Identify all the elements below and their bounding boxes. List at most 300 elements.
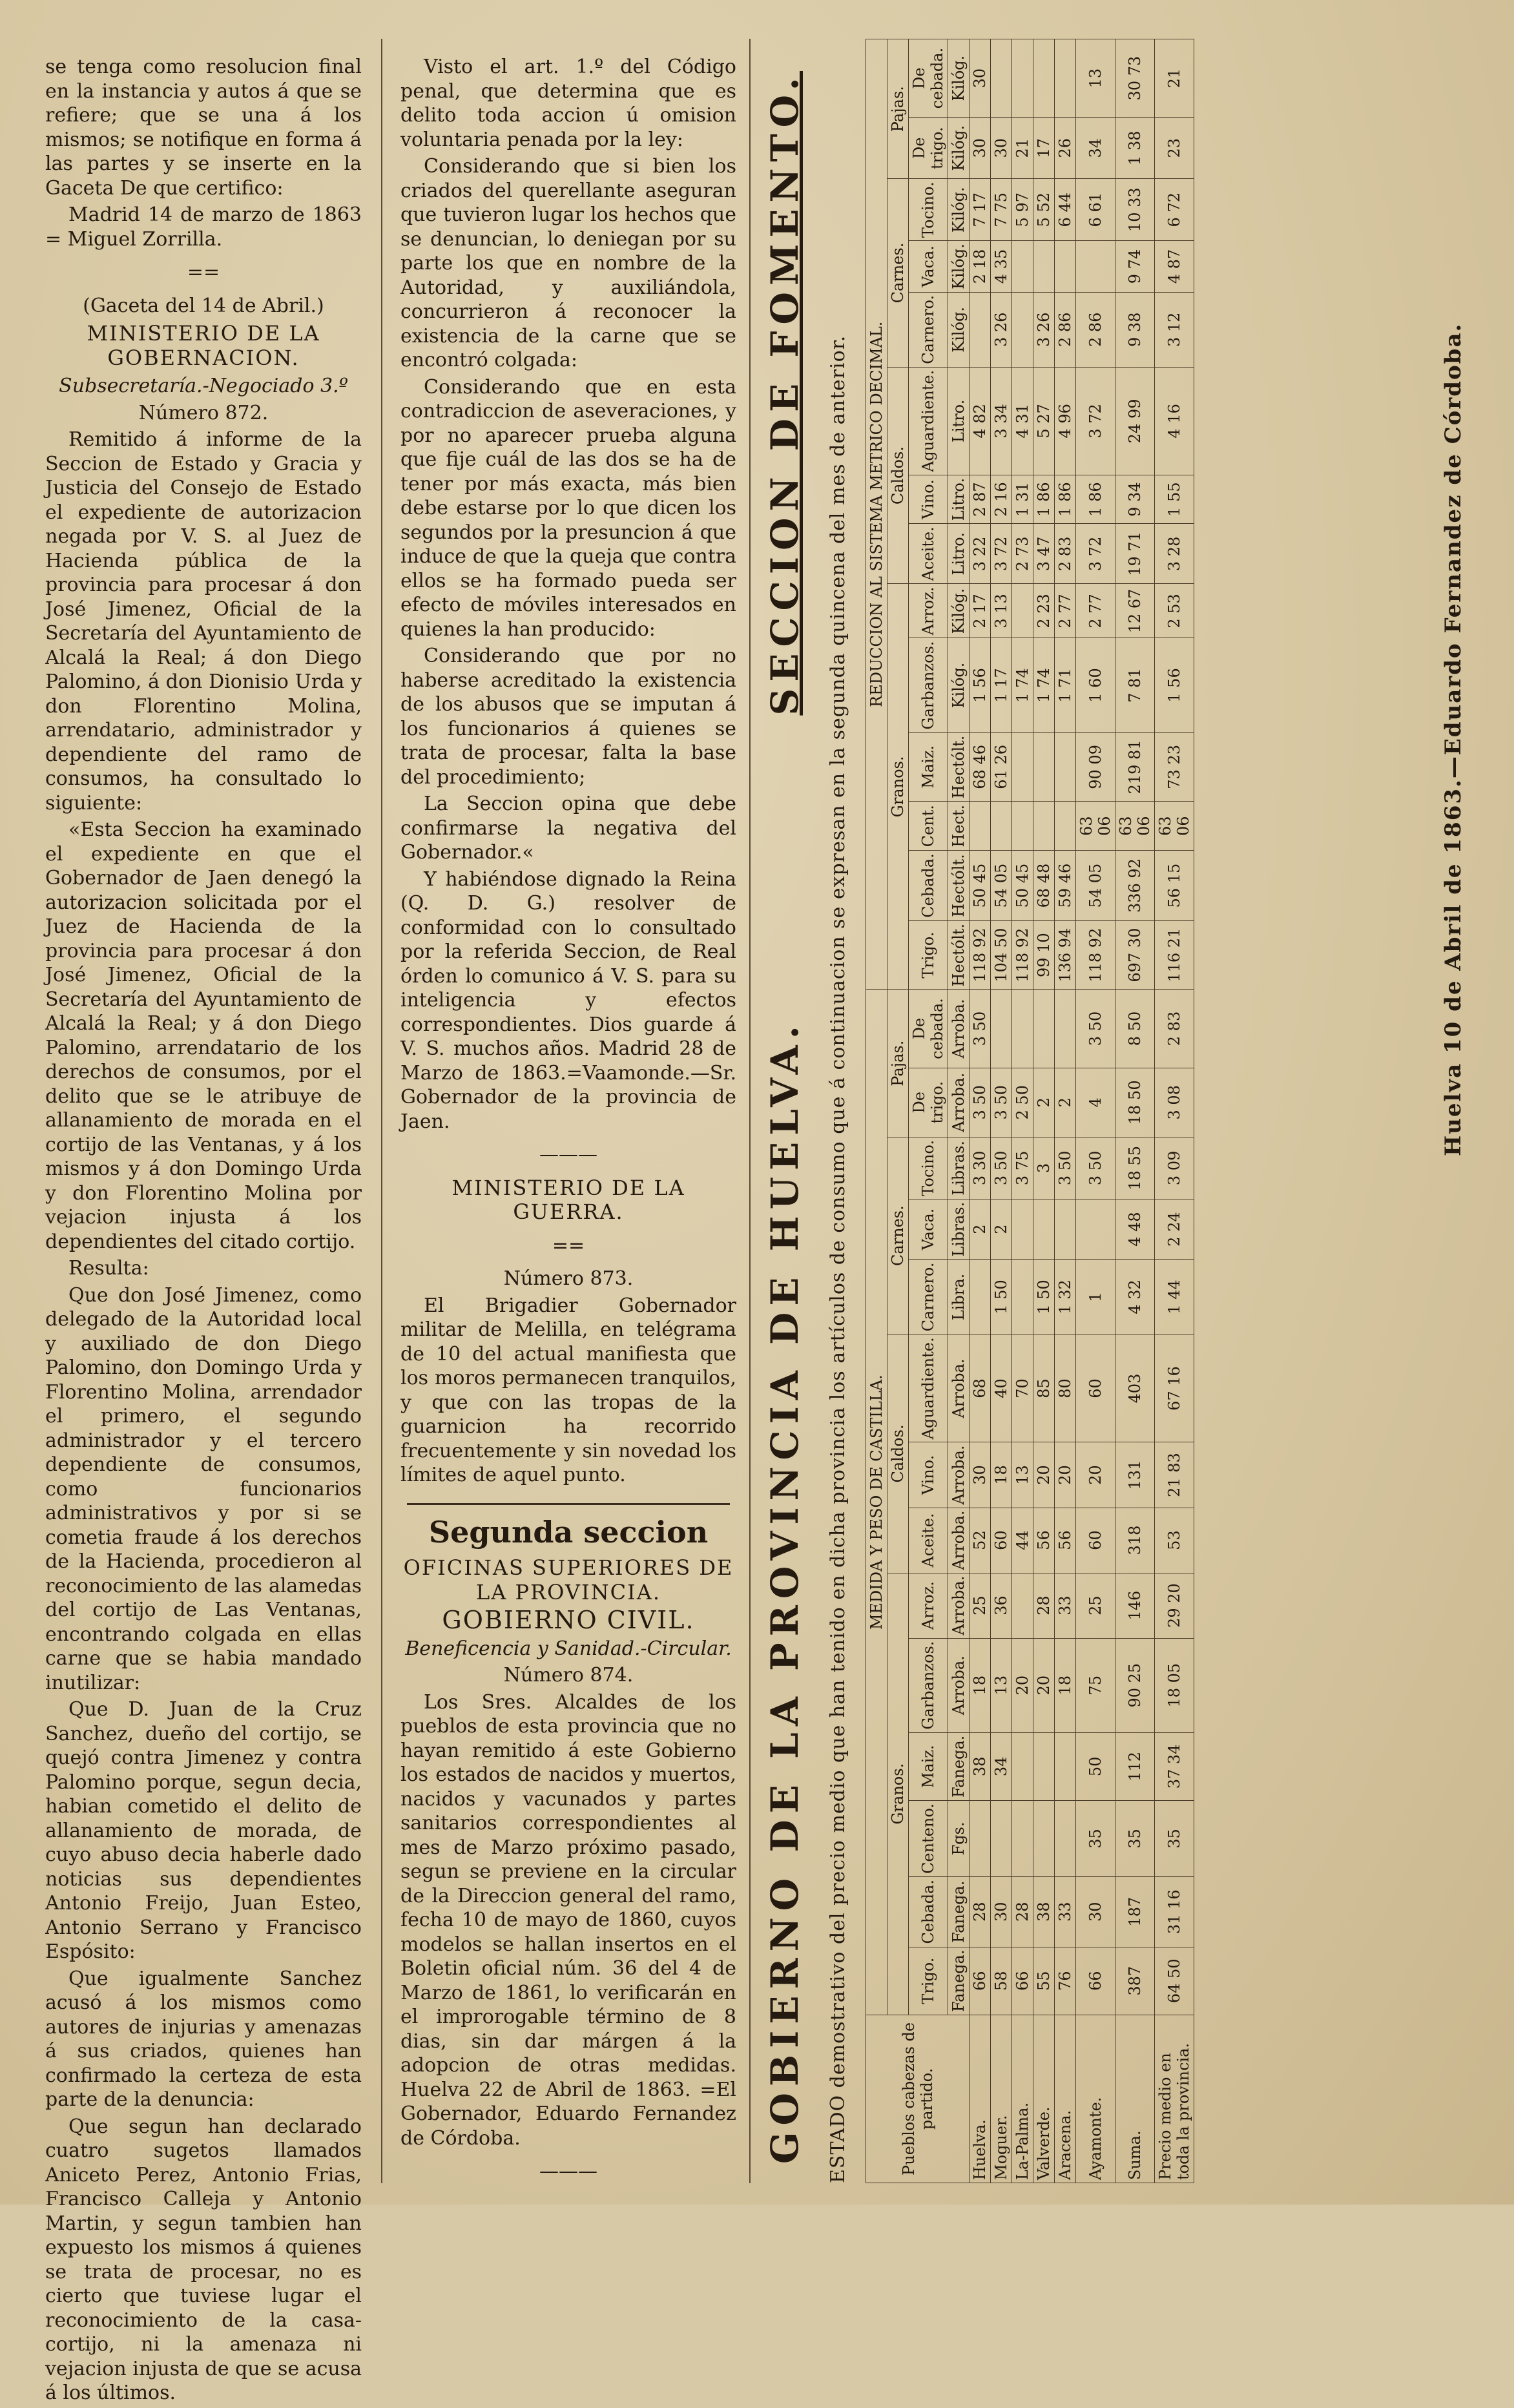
value-cell: 85	[1033, 1334, 1055, 1442]
column-header: Aguardiente.	[909, 1334, 948, 1442]
value-cell: 99 10	[1033, 920, 1055, 990]
value-cell: 30	[970, 118, 991, 179]
value-cell: 3 08	[1155, 1068, 1194, 1137]
value-cell: 10 33	[1115, 179, 1155, 241]
value-cell: 23	[1155, 118, 1194, 179]
value-cell: 4 35	[991, 241, 1012, 293]
value-cell: 9 74	[1115, 241, 1155, 293]
paragraph: Los Sres. Alcaldes de los pueblos de esta provincia que no hayan remitido á este Gobierno los estados de nacidos y muertos, nacidos y vacunados y partes sanitarios correspondientes al mes de Marzo próximo pasado, segun se previene en la circular de la Direccion general del ramo, fecha 10 de mayo de 1860, cuyos modelos se hallan insertos en el Boletin oficial núm. 36 del 4 de Marzo de 1861, lo verificarán en el improrogable término de 8 dias, sin dar márgen á la adopcion de otras medidas. Huelva 22 de Abril de 1863. =El Gobernador, Eduardo Fernandez de Córdoba.	[400, 1690, 736, 2150]
column-header: Garbanzos.	[909, 1638, 948, 1732]
value-cell: 60	[991, 1508, 1012, 1573]
table-main-title: GOBIERNO DE LA PROVINCIA DE HUELVA.	[763, 1019, 807, 2164]
paragraph: Considerando que por no haberse acreditado la existencia de los abusos que se imputan á los funcionarios á quienes se trata de procesar, falta la base del procedimiento;	[400, 645, 736, 789]
unit-header: Hectólt.	[948, 732, 970, 802]
value-cell: 25	[1076, 1573, 1115, 1638]
value-cell: 104 50	[991, 920, 1012, 990]
value-cell: 26	[1055, 118, 1076, 179]
section-header: Carnes.	[887, 1137, 909, 1334]
paragraph: Y habiéndose dignado la Reina (Q. D. G.) resolver de conformidad con lo consultado por la referida Seccion, de Real órden lo comunico á V. S. para su inteligencia y efectos correspondientes. Dios guarde á V. S. muchos años. Madrid 28 de Marzo de 1863.=Vaamonde.—Sr. Gobernador de la provincia de Jaen.	[400, 867, 736, 1133]
value-cell: 90 09	[1076, 732, 1115, 802]
unit-header: Hectólt.	[948, 920, 970, 990]
value-cell: 6 44	[1055, 179, 1076, 241]
paragraph: Madrid 14 de marzo de 1863 = Miguel Zorrilla.	[45, 203, 362, 251]
value-cell: 53	[1155, 1508, 1194, 1573]
section-title: Segunda seccion	[428, 1514, 709, 1550]
column-header: De trigo.	[909, 118, 948, 179]
paragraph: Que segun han declarado cuatro sugetos llamados Aniceto Perez, Antonio Frias, Francisco Calleja y Antonio Martin, y segun tambien han expuesto los mismos á quienes se trata de procesar, no es cierto que tuviese lugar el reconocimiento de la casa-cortijo, ni la amenaza ni vejacion injusta de que se acusa á los últimos.	[45, 2115, 362, 2404]
unit-header: Kilóg.	[948, 39, 970, 118]
unit-header: Kilóg.	[948, 179, 970, 241]
section-heading: MINISTERIO DE LA GUERRA.	[451, 1175, 685, 1224]
value-cell: 73 23	[1155, 732, 1194, 802]
unit-header: Kilóg.	[948, 638, 970, 732]
unit-header: Fgs.	[948, 1801, 970, 1877]
paragraph: Que igualmente Sanchez acusó á los mismos como autores de injurias y amenazas á sus criados, quienes han confirmado la certeza de esta parte de la denuncia:	[45, 1967, 362, 2111]
value-cell: 18 55	[1115, 1137, 1155, 1199]
value-cell: 66	[1076, 1947, 1115, 2015]
column-header: Vino.	[909, 1442, 948, 1508]
column-header: Garbanzos.	[909, 638, 948, 732]
unit-header: Libras.	[948, 1199, 970, 1260]
unit-header: Hect.	[948, 802, 970, 851]
column-header: De trigo.	[909, 1068, 948, 1137]
value-cell: 1 86	[1076, 475, 1115, 523]
column-header: De cebada.	[909, 39, 948, 118]
value-cell	[1033, 802, 1055, 851]
value-cell: 33	[1055, 1573, 1076, 1638]
value-cell: 60	[1076, 1508, 1115, 1573]
column-header: Trigo.	[909, 920, 948, 990]
value-cell	[1033, 1732, 1055, 1800]
value-cell: 1 74	[1033, 638, 1055, 732]
unit-header: Litro.	[948, 367, 970, 475]
value-cell: 17	[1033, 118, 1055, 179]
value-cell: 3 12	[1155, 292, 1194, 367]
value-cell: 18	[1055, 1638, 1076, 1732]
value-cell: 5 27	[1033, 367, 1055, 475]
subsection-heading: Beneficencia y Sanidad.-Circular.	[405, 1637, 732, 1660]
value-cell: 146	[1115, 1573, 1155, 1638]
value-cell: 697 30	[1115, 920, 1155, 990]
value-cell: 38	[970, 1732, 991, 1800]
value-cell: 28	[1033, 1573, 1055, 1638]
value-cell: 3 72	[991, 524, 1012, 584]
value-cell: 2 83	[1055, 524, 1076, 584]
unit-header: Kilóg.	[948, 241, 970, 293]
value-cell: 8 50	[1115, 990, 1155, 1068]
value-cell: 44	[1012, 1508, 1033, 1573]
value-cell	[1012, 990, 1033, 1068]
document-number: Número 872.	[138, 401, 269, 424]
value-cell: 3 22	[970, 524, 991, 584]
value-cell: 2	[1033, 1068, 1055, 1137]
value-cell	[1012, 584, 1033, 638]
value-cell: 3 50	[991, 1068, 1012, 1137]
value-cell: 9 34	[1115, 475, 1155, 523]
value-cell: 18	[991, 1442, 1012, 1508]
value-cell: 24 99	[1115, 367, 1155, 475]
rotated-table-section	[756, 32, 1486, 2190]
gaceta-reference: (Gaceta del 14 de Abril.)	[83, 294, 324, 317]
value-cell: 56	[1055, 1508, 1076, 1573]
column-header: Aguardiente.	[909, 367, 948, 475]
value-cell	[970, 292, 991, 367]
value-cell	[1076, 1199, 1115, 1260]
unit-header: Libras.	[948, 1137, 970, 1199]
group-header-metric: REDUCCION AL SISTEMA METRICO DECIMAL.	[866, 39, 887, 990]
value-cell: 13	[1076, 39, 1115, 118]
value-cell: 2 24	[1155, 1199, 1194, 1260]
value-cell	[1012, 1732, 1033, 1800]
value-cell: 1 31	[1012, 475, 1033, 523]
value-cell: 75	[1076, 1638, 1115, 1732]
value-cell: 1 56	[1155, 638, 1194, 732]
value-cell: 52	[970, 1508, 991, 1573]
paragraph: La Seccion opina que debe confirmarse la negativa del Gobernador.«	[400, 793, 736, 864]
column-header: Maiz.	[909, 732, 948, 802]
town-cell: Aracena.	[1055, 2015, 1076, 2183]
value-cell: 3 26	[991, 292, 1012, 367]
value-cell: 2 53	[1155, 584, 1194, 638]
value-cell: 4 96	[1055, 367, 1076, 475]
paragraph: Remitido á informe de la Seccion de Estado y Gracia y Justicia del Consejo de Estado el expediente de autorizacion negada por V. S. al Juez de Hacienda pública de la provincia para procesar á don José Jimenez, Oficial de la Secretaría del Ayuntamiento de Alcalá la Real; á don Diego Palomino, á don Dionisio Urda y don Florentino Molina, arrendatario, administrador y dependiente del ramo de consumos, ha consultado lo siguiente:	[45, 428, 362, 815]
value-cell: 20	[1055, 1442, 1076, 1508]
value-cell: 4 87	[1155, 241, 1194, 293]
value-cell: 1 56	[970, 638, 991, 732]
value-cell	[1055, 802, 1076, 851]
value-cell: 1 71	[1055, 638, 1076, 732]
value-cell	[1012, 1801, 1033, 1877]
value-cell: 76	[1055, 1947, 1076, 2015]
value-cell: 59 46	[1055, 851, 1076, 921]
value-cell: 50 45	[1012, 851, 1033, 921]
value-cell	[991, 1801, 1012, 1877]
town-cell: Moguer.	[991, 2015, 1012, 2183]
value-cell: 38	[1033, 1877, 1055, 1947]
value-cell: 25	[970, 1573, 991, 1638]
value-cell: 64 50	[1155, 1947, 1194, 2015]
value-cell: 56	[1033, 1508, 1055, 1573]
value-cell: 3 50	[1076, 990, 1115, 1068]
paragraph: Que D. Juan de la Cruz Sanchez, dueño del cortijo, se quejó contra Jimenez y contra Palomino porque, segun decia, habian cometido el delito de allanamiento de morada, de cuyo abuso decia haberle dado noticias sus dependientes Antonio Freijo, Juan Esteo, Antonio Serrano y Francisco Espósito:	[45, 1698, 362, 1963]
value-cell: 33	[1055, 1877, 1076, 1947]
section-heading: GOBIERNO CIVIL.	[442, 1606, 695, 1634]
value-cell: 116 21	[1155, 920, 1194, 990]
value-cell	[991, 990, 1012, 1068]
value-cell: 37 34	[1155, 1732, 1194, 1800]
value-cell: 30 73	[1115, 39, 1155, 118]
value-cell: 12 67	[1115, 584, 1155, 638]
value-cell: 35	[1155, 1801, 1194, 1877]
value-cell: 6 61	[1076, 179, 1115, 241]
value-cell: 13	[991, 1638, 1012, 1732]
pueblos-header: Pueblos cabezas de partido.	[866, 2015, 970, 2183]
value-cell: 40	[991, 1334, 1012, 1442]
value-cell: 35	[1115, 1801, 1155, 1877]
value-cell: 2 83	[1155, 990, 1194, 1068]
value-cell: 70	[1012, 1334, 1033, 1442]
value-cell: 2 86	[1076, 292, 1115, 367]
column-header: Tocino.	[909, 179, 948, 241]
unit-header: Kilóg.	[948, 118, 970, 179]
column-header: Trigo.	[909, 1947, 948, 2015]
unit-header: Kilóg.	[948, 584, 970, 638]
value-cell: 19 71	[1115, 524, 1155, 584]
value-cell	[1055, 241, 1076, 293]
statistics-table	[866, 39, 1194, 2183]
value-cell: 3 72	[1076, 367, 1115, 475]
value-cell	[970, 1801, 991, 1877]
separator: ———	[539, 1143, 597, 1166]
value-cell: 21 83	[1155, 1442, 1194, 1508]
value-cell: 66	[1012, 1947, 1033, 2015]
column-header: Vaca.	[909, 241, 948, 293]
value-cell	[1055, 1199, 1076, 1260]
value-cell: 4 16	[1155, 367, 1194, 475]
value-cell: 4 32	[1115, 1260, 1155, 1334]
value-cell: 4 82	[970, 367, 991, 475]
unit-header: Arroba.	[948, 1573, 970, 1638]
column-header: De cebada.	[909, 990, 948, 1068]
value-cell: 9 38	[1115, 292, 1155, 367]
value-cell: 1 50	[991, 1260, 1012, 1334]
value-cell: 3 75	[1012, 1137, 1033, 1199]
table-wrapper	[866, 39, 1194, 2183]
section-header: Pajas.	[887, 39, 909, 179]
value-cell: 3 26	[1033, 292, 1055, 367]
value-cell: 7 75	[991, 179, 1012, 241]
separator: ==	[552, 1234, 585, 1257]
paragraph: Resulta:	[68, 1257, 149, 1280]
value-cell: 2	[970, 1199, 991, 1260]
sum-row	[1115, 39, 1155, 2183]
value-cell: 3 47	[1033, 524, 1055, 584]
value-cell: 1 50	[1033, 1260, 1055, 1334]
value-cell: 5 52	[1033, 179, 1055, 241]
unit-header: Arroba.	[948, 1068, 970, 1137]
value-cell: 219 81	[1115, 732, 1155, 802]
value-cell: 1 32	[1055, 1260, 1076, 1334]
value-cell: 2 73	[1012, 524, 1033, 584]
value-cell	[1033, 990, 1055, 1068]
value-cell: 63 06	[1155, 802, 1194, 851]
value-cell	[1055, 39, 1076, 118]
table-header-bar	[756, 32, 814, 2190]
unit-header: Libra.	[948, 1260, 970, 1334]
value-cell: 30	[991, 118, 1012, 179]
value-cell	[1012, 241, 1033, 293]
column-divider	[749, 39, 751, 2183]
value-cell: 3 50	[1076, 1137, 1115, 1199]
value-cell: 118 92	[1076, 920, 1115, 990]
paragraph: se tenga como resolucion final en la instancia y autos á que se refiere; que se una á los mismos; se notifique en forma á las partes y se inserte en la Gaceta De que certifico:	[45, 56, 362, 200]
value-cell	[1033, 1199, 1055, 1260]
value-cell: 31 16	[1155, 1877, 1194, 1947]
column-header: Arroz.	[909, 584, 948, 638]
value-cell	[1033, 1801, 1055, 1877]
value-cell: 4 48	[1115, 1199, 1155, 1260]
subsection-heading: Subsecretaría.-Negociado 3.º	[59, 375, 348, 397]
paragraph: «Esta Seccion ha examinado el expediente en que el Gobernador de Jaen denegó la autorizacion solicitada por el Juez de Hacienda de la provincia para procesar á don José Jimenez, Oficial de la Secretaría del Ayuntamiento de Alcalá la Real; y á don Diego Palomino, arrendatario de los derechos de consumos, por el delito que se le atribuye de allanamiento de morada en el cortijo de las Ventanas, y á los mismos y á don Domingo Urda y don Florentino Molina por vejacion injusta á los dependientes del citado cortijo.	[45, 818, 362, 1253]
value-cell: 3 50	[991, 1137, 1012, 1199]
value-cell: 3	[1033, 1137, 1055, 1199]
value-cell: 6 72	[1155, 179, 1194, 241]
value-cell: 403	[1115, 1334, 1155, 1442]
value-cell: 1 55	[1155, 475, 1194, 523]
table-subtitle: ESTADO demostrativo del precio medio que han tenido en dicha provincia los artículos de consumo que á continuacion se expresan en la segunda quincena del mes de anterior.	[827, 335, 849, 2183]
value-cell: 3 50	[970, 990, 991, 1068]
value-cell: 68 48	[1033, 851, 1055, 921]
value-cell: 13	[1012, 1442, 1033, 1508]
unit-header: Arroba.	[948, 1334, 970, 1442]
value-cell: 336 92	[1115, 851, 1155, 921]
value-cell: 387	[1115, 1947, 1155, 2015]
section-header: Caldos.	[887, 367, 909, 584]
value-cell: 18 05	[1155, 1638, 1194, 1732]
table-row	[1055, 39, 1076, 2183]
value-cell: 187	[1115, 1877, 1155, 1947]
table-row	[970, 39, 991, 2183]
value-cell: 3 13	[991, 584, 1012, 638]
value-cell: 90 25	[1115, 1638, 1155, 1732]
value-cell: 3 72	[1076, 524, 1115, 584]
paragraph: Considerando que en esta contradiccion de aseveraciones, y por no aparecer prueba alguna que fije cuál de las dos se ha de tener por más exacta, más bien debe estarse por lo que dicen los segundos por la presuncion á que induce de que la queja que contra ellos se ha formado pueda ser efecto de móviles interesados en quienes la han producido:	[400, 375, 736, 641]
value-cell: 118 92	[970, 920, 991, 990]
value-cell: 28	[1012, 1877, 1033, 1947]
unit-header: Arroba.	[948, 990, 970, 1068]
value-cell: 3 50	[970, 1068, 991, 1137]
table-row	[1033, 39, 1055, 2183]
value-cell: 3 30	[970, 1137, 991, 1199]
table-row	[1076, 39, 1115, 2183]
value-cell: 7 81	[1115, 638, 1155, 732]
value-cell: 18 50	[1115, 1068, 1155, 1137]
average-row	[1155, 39, 1194, 2183]
value-cell: 28	[970, 1877, 991, 1947]
value-cell: 30	[991, 1877, 1012, 1947]
value-cell	[991, 802, 1012, 851]
value-cell	[1012, 1199, 1033, 1260]
column-header: Aceite.	[909, 1508, 948, 1573]
value-cell: 1	[1076, 1260, 1115, 1334]
value-cell: 1 86	[1055, 475, 1076, 523]
value-cell	[970, 802, 991, 851]
section-heading: MINISTERIO DE LA GOBERNACION.	[87, 321, 320, 370]
value-cell: 58	[991, 1947, 1012, 2015]
paragraph: El Brigadier Gobernador militar de Melilla, en telégrama de 10 del actual manifiesta que los moros permanecen tranquilos, y que con las tropas de la guarnicion ha recorrido frecuentemente y sin novedad los límites de aquel punto.	[400, 1294, 736, 1486]
value-cell: 56 15	[1155, 851, 1194, 921]
value-cell: 7 17	[970, 179, 991, 241]
value-cell	[1055, 990, 1076, 1068]
value-cell: 1 38	[1115, 118, 1155, 179]
value-cell: 3 34	[991, 367, 1012, 475]
paragraph: Considerando que si bien los criados del querellante aseguran que tuvieron lugar los hechos que se denuncian, lo deniegan por su parte los que en nombre de la Autoridad, y auxiliándola, concurrieron á reconocer la existencia de la carne que se encontró colgada:	[400, 155, 736, 371]
group-header-castilla: MEDIDA Y PESO DE CASTILLA.	[866, 990, 887, 2015]
town-cell: La-Palma.	[1012, 2015, 1033, 2183]
value-cell: 50	[1076, 1732, 1115, 1800]
value-cell: 318	[1115, 1508, 1155, 1573]
row-label-cell: Suma.	[1115, 2015, 1155, 2183]
value-cell: 30	[970, 1442, 991, 1508]
section-header: Caldos.	[887, 1334, 909, 1573]
value-cell: 5 97	[1012, 179, 1033, 241]
value-cell: 68	[970, 1334, 991, 1442]
value-cell: 2 86	[1055, 292, 1076, 367]
value-cell	[991, 39, 1012, 118]
value-cell	[1055, 732, 1076, 802]
value-cell: 54 05	[1076, 851, 1115, 921]
column-header: Vaca.	[909, 1199, 948, 1260]
value-cell: 2 87	[970, 475, 991, 523]
value-cell: 20	[1033, 1442, 1055, 1508]
column-divider	[381, 39, 382, 2183]
value-cell: 2	[1055, 1068, 1076, 1137]
value-cell: 3 50	[1055, 1137, 1076, 1199]
value-cell: 68 46	[970, 732, 991, 802]
column-header: Centeno.	[909, 1801, 948, 1877]
value-cell	[1033, 241, 1055, 293]
column-header: Cent.	[909, 802, 948, 851]
value-cell	[1012, 802, 1033, 851]
column-header: Tocino.	[909, 1137, 948, 1199]
section-heading: OFICINAS SUPERIORES DE LA PROVINCIA.	[403, 1555, 734, 1604]
table-section-title: SECCION DE FOMENTO.	[763, 71, 807, 716]
section-header: Pajas.	[887, 990, 909, 1137]
unit-header: Hectólt.	[948, 851, 970, 921]
unit-header: Kilóg.	[948, 292, 970, 367]
column-header: Cebada.	[909, 1877, 948, 1947]
value-cell: 118 92	[1012, 920, 1033, 990]
value-cell: 1 17	[991, 638, 1012, 732]
unit-header: Arroba.	[948, 1442, 970, 1508]
separator: ———	[539, 2160, 597, 2183]
value-cell	[1012, 292, 1033, 367]
table-row	[991, 39, 1012, 2183]
value-cell: 131	[1115, 1442, 1155, 1508]
separator: ==	[187, 261, 220, 284]
signature-line: Huelva 10 de Abril de 1863.—Eduardo Fernandez de Córdoba.	[1440, 322, 1466, 1156]
value-cell: 2 23	[1033, 584, 1055, 638]
unit-header: Fanega.	[948, 1732, 970, 1800]
value-cell: 4 31	[1012, 367, 1033, 475]
value-cell: 21	[1155, 39, 1194, 118]
unit-header: Litro.	[948, 524, 970, 584]
value-cell: 66	[970, 1947, 991, 2015]
value-cell	[1076, 241, 1115, 293]
value-cell: 1 60	[1076, 638, 1115, 732]
column-header: Carnero.	[909, 292, 948, 367]
value-cell: 34	[1076, 118, 1115, 179]
value-cell: 50 45	[970, 851, 991, 921]
text-column-1	[45, 55, 362, 2408]
value-cell: 30	[1076, 1877, 1115, 1947]
value-cell: 55	[1033, 1947, 1055, 2015]
value-cell: 3 09	[1155, 1137, 1194, 1199]
value-cell: 112	[1115, 1732, 1155, 1800]
value-cell	[1055, 1732, 1076, 1800]
column-header: Carnero.	[909, 1260, 948, 1334]
value-cell: 61 26	[991, 732, 1012, 802]
section-header: Granos.	[887, 584, 909, 990]
value-cell: 20	[1076, 1442, 1115, 1508]
value-cell: 30	[970, 39, 991, 118]
value-cell	[1033, 39, 1055, 118]
value-cell: 1 86	[1033, 475, 1055, 523]
value-cell: 2 16	[991, 475, 1012, 523]
value-cell	[1055, 1801, 1076, 1877]
value-cell: 2 18	[970, 241, 991, 293]
value-cell: 80	[1055, 1334, 1076, 1442]
